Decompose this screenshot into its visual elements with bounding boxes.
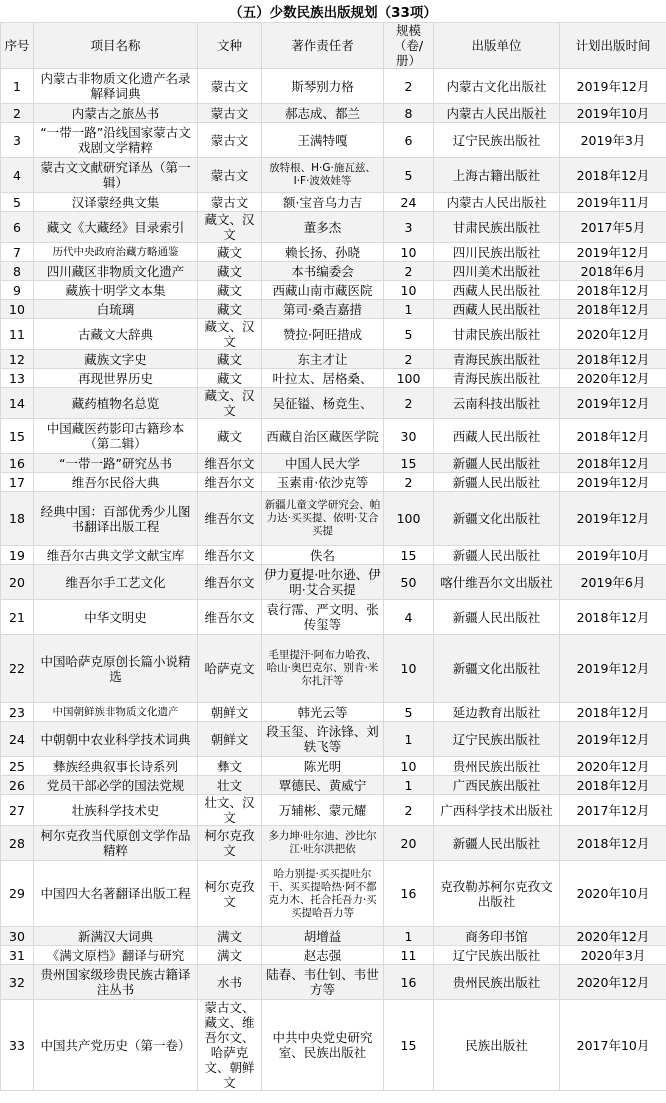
language-cell: 藏文: [198, 262, 262, 281]
row-number-cell: 16: [1, 454, 34, 473]
table-row: [1, 262, 666, 281]
scale-cell: 1: [384, 722, 434, 757]
author-cell: 段玉玺、许泳锋、刘轶飞等: [262, 722, 384, 757]
publisher-cell: 贵州民族出版社: [434, 757, 560, 776]
row-number-cell: 14: [1, 388, 34, 419]
language-cell: 藏文: [198, 300, 262, 319]
publisher-cell: 内蒙古人民出版社: [434, 104, 560, 123]
project-name-cell: 历代中央政府治藏方略通鉴: [34, 243, 198, 262]
header-author: 著作责任者: [262, 23, 384, 69]
language-cell: 满文: [198, 927, 262, 946]
table-header-row: [1, 23, 666, 69]
author-cell: 放特根、H·G·施瓦兹、I·F·波效娃等: [262, 158, 384, 193]
row-number-cell: 10: [1, 300, 34, 319]
publisher-cell: 上海古籍出版社: [434, 158, 560, 193]
project-name-cell: 中华文明史: [34, 600, 198, 635]
table-row: [1, 388, 666, 419]
language-cell: 维吾尔文: [198, 546, 262, 565]
publisher-cell: 民族出版社: [434, 1000, 560, 1091]
project-name-cell: 再现世界历史: [34, 369, 198, 388]
language-cell: 维吾尔文: [198, 600, 262, 635]
language-cell: 蒙古文: [198, 123, 262, 158]
row-number-cell: 24: [1, 722, 34, 757]
table-row: [1, 492, 666, 546]
planned-date-cell: 2019年12月: [560, 492, 666, 546]
scale-cell: 16: [384, 965, 434, 1000]
language-cell: 维吾尔文: [198, 454, 262, 473]
header-language: 文种: [198, 23, 262, 69]
scale-cell: 20: [384, 826, 434, 861]
author-cell: 东主才让: [262, 350, 384, 369]
publisher-cell: 广西科学技术出版社: [434, 795, 560, 826]
language-cell: 藏文: [198, 350, 262, 369]
scale-cell: 16: [384, 861, 434, 927]
author-cell: 吴征镒、杨竞生、: [262, 388, 384, 419]
project-name-cell: “一带一路”沿线国家蒙古文戏剧文学精粹: [34, 123, 198, 158]
planned-date-cell: 2018年12月: [560, 600, 666, 635]
language-cell: 藏文: [198, 281, 262, 300]
planned-date-cell: 2018年12月: [560, 300, 666, 319]
author-cell: 哈力别提·买买提吐尔干、买买提哈热·阿不都克力木、托合托吾力·买买提哈吾力等: [262, 861, 384, 927]
table-row: [1, 757, 666, 776]
publisher-cell: 喀什维吾尔文出版社: [434, 565, 560, 600]
planned-date-cell: 2020年12月: [560, 965, 666, 1000]
scale-cell: 15: [384, 1000, 434, 1091]
author-cell: 佚名: [262, 546, 384, 565]
table-row: [1, 946, 666, 965]
author-cell: 玉素甫·依沙克等: [262, 473, 384, 492]
table-row: [1, 104, 666, 123]
publisher-cell: 四川美术出版社: [434, 262, 560, 281]
project-name-cell: 汉译蒙经典文集: [34, 193, 198, 212]
planned-date-cell: 2019年12月: [560, 635, 666, 703]
project-name-cell: 维吾尔民俗大典: [34, 473, 198, 492]
project-name-cell: 贵州国家级珍贵民族古籍译注丛书: [34, 965, 198, 1000]
planned-date-cell: 2019年6月: [560, 565, 666, 600]
row-number-cell: 27: [1, 795, 34, 826]
row-number-cell: 5: [1, 193, 34, 212]
planned-date-cell: 2019年12月: [560, 473, 666, 492]
project-name-cell: 维吾尔古典文学文献宝库: [34, 546, 198, 565]
table-row: [1, 281, 666, 300]
table-row: [1, 350, 666, 369]
author-cell: 本书编委会: [262, 262, 384, 281]
scale-cell: 10: [384, 243, 434, 262]
publisher-cell: 商务印书馆: [434, 927, 560, 946]
row-number-cell: 11: [1, 319, 34, 350]
scale-cell: 2: [384, 262, 434, 281]
project-name-cell: 白琉璃: [34, 300, 198, 319]
language-cell: 藏文、汉文: [198, 388, 262, 419]
language-cell: 藏文: [198, 243, 262, 262]
planned-date-cell: 2017年10月: [560, 1000, 666, 1091]
author-cell: 叶拉太、居格桑、: [262, 369, 384, 388]
planned-date-cell: 2018年12月: [560, 703, 666, 722]
project-name-cell: 古藏文大辞典: [34, 319, 198, 350]
project-name-cell: “一带一路”研究丛书: [34, 454, 198, 473]
scale-cell: 4: [384, 600, 434, 635]
language-cell: 蒙古文: [198, 193, 262, 212]
language-cell: 藏文: [198, 369, 262, 388]
row-number-cell: 6: [1, 212, 34, 243]
author-cell: 袁行霈、严文明、张传玺等: [262, 600, 384, 635]
header-scale: 规模 （卷/册）: [384, 23, 434, 69]
table-row: [1, 546, 666, 565]
project-name-cell: 内蒙古非物质文化遗产名录解释词典: [34, 69, 198, 104]
planned-date-cell: 2019年3月: [560, 123, 666, 158]
scale-cell: 2: [384, 350, 434, 369]
scale-cell: 100: [384, 492, 434, 546]
author-cell: 斯琴别力格: [262, 69, 384, 104]
table-row: [1, 212, 666, 243]
planned-date-cell: 2019年12月: [560, 388, 666, 419]
author-cell: 赞拉·阿旺措成: [262, 319, 384, 350]
table-row: [1, 319, 666, 350]
scale-cell: 100: [384, 369, 434, 388]
scale-cell: 15: [384, 546, 434, 565]
row-number-cell: 7: [1, 243, 34, 262]
publisher-cell: 青海民族出版社: [434, 350, 560, 369]
publisher-cell: 新疆人民出版社: [434, 826, 560, 861]
project-name-cell: 蒙古文文献研究译丛（第一辑）: [34, 158, 198, 193]
author-cell: 中国人民大学: [262, 454, 384, 473]
publisher-cell: 新疆人民出版社: [434, 473, 560, 492]
language-cell: 朝鲜文: [198, 703, 262, 722]
publisher-cell: 辽宁民族出版社: [434, 722, 560, 757]
row-number-cell: 29: [1, 861, 34, 927]
table-row: [1, 565, 666, 600]
language-cell: 蒙古文: [198, 69, 262, 104]
table-row: [1, 927, 666, 946]
table-row: [1, 722, 666, 757]
scale-cell: 10: [384, 757, 434, 776]
author-cell: 西藏山南市藏医院: [262, 281, 384, 300]
table-row: [1, 454, 666, 473]
scale-cell: 2: [384, 473, 434, 492]
author-cell: 韩光云等: [262, 703, 384, 722]
language-cell: 藏文、汉文: [198, 212, 262, 243]
language-cell: 水书: [198, 965, 262, 1000]
publisher-cell: 西藏人民出版社: [434, 300, 560, 319]
author-cell: 第司·桑吉嘉措: [262, 300, 384, 319]
project-name-cell: 彝族经典叙事长诗系列: [34, 757, 198, 776]
scale-cell: 1: [384, 300, 434, 319]
row-number-cell: 3: [1, 123, 34, 158]
table-row: [1, 193, 666, 212]
project-name-cell: 经典中国：百部优秀少儿图书翻译出版工程: [34, 492, 198, 546]
row-number-cell: 13: [1, 369, 34, 388]
author-cell: 赵志强: [262, 946, 384, 965]
publisher-cell: 延边教育出版社: [434, 703, 560, 722]
author-cell: 陈光明: [262, 757, 384, 776]
project-name-cell: 中国哈萨克原创长篇小说精选: [34, 635, 198, 703]
planned-date-cell: 2018年12月: [560, 419, 666, 454]
language-cell: 柯尔克孜文: [198, 861, 262, 927]
table-row: [1, 703, 666, 722]
table-row: [1, 369, 666, 388]
author-cell: 额·宝音乌力吉: [262, 193, 384, 212]
publisher-cell: 西藏人民出版社: [434, 281, 560, 300]
planned-date-cell: 2020年12月: [560, 927, 666, 946]
publisher-cell: 辽宁民族出版社: [434, 123, 560, 158]
table-row: [1, 861, 666, 927]
scale-cell: 11: [384, 946, 434, 965]
publisher-cell: 甘肃民族出版社: [434, 319, 560, 350]
project-name-cell: 壮族科学技术史: [34, 795, 198, 826]
language-cell: 壮文: [198, 776, 262, 795]
scale-cell: 5: [384, 703, 434, 722]
publisher-cell: 贵州民族出版社: [434, 965, 560, 1000]
table-row: [1, 635, 666, 703]
table-row: [1, 158, 666, 193]
author-cell: 伊力夏提·吐尔逊、伊明·艾合买提: [262, 565, 384, 600]
language-cell: 彝文: [198, 757, 262, 776]
project-name-cell: 中国四大名著翻译出版工程: [34, 861, 198, 927]
scale-cell: 10: [384, 281, 434, 300]
scale-cell: 5: [384, 319, 434, 350]
scale-cell: 10: [384, 635, 434, 703]
project-name-cell: 藏族文字史: [34, 350, 198, 369]
planned-date-cell: 2020年10月: [560, 861, 666, 927]
language-cell: 维吾尔文: [198, 565, 262, 600]
author-cell: 中共中央党史研究室、民族出版社: [262, 1000, 384, 1091]
row-number-cell: 31: [1, 946, 34, 965]
planned-date-cell: 2018年12月: [560, 281, 666, 300]
scale-cell: 2: [384, 69, 434, 104]
author-cell: 郝志成、都兰: [262, 104, 384, 123]
table-row: [1, 776, 666, 795]
planned-date-cell: 2019年12月: [560, 243, 666, 262]
publisher-cell: 新疆人民出版社: [434, 546, 560, 565]
header-project-name: 项目名称: [34, 23, 198, 69]
row-number-cell: 19: [1, 546, 34, 565]
publisher-cell: 新疆文化出版社: [434, 635, 560, 703]
language-cell: 维吾尔文: [198, 492, 262, 546]
project-name-cell: 藏文《大藏经》目录索引: [34, 212, 198, 243]
row-number-cell: 25: [1, 757, 34, 776]
project-name-cell: 藏药植物名总览: [34, 388, 198, 419]
planned-date-cell: 2020年12月: [560, 369, 666, 388]
author-cell: 王满特嘎: [262, 123, 384, 158]
row-number-cell: 30: [1, 927, 34, 946]
language-cell: 蒙古文: [198, 158, 262, 193]
publisher-cell: 新疆人民出版社: [434, 454, 560, 473]
scale-cell: 15: [384, 454, 434, 473]
table-row: [1, 123, 666, 158]
language-cell: 藏文: [198, 419, 262, 454]
publisher-cell: 甘肃民族出版社: [434, 212, 560, 243]
project-name-cell: 新满汉大词典: [34, 927, 198, 946]
planned-date-cell: 2019年10月: [560, 104, 666, 123]
planned-date-cell: 2020年12月: [560, 319, 666, 350]
project-name-cell: 《满文原档》翻译与研究: [34, 946, 198, 965]
author-cell: 新疆儿童文学研究会、帕力达·买买提、依明·艾合买提: [262, 492, 384, 546]
table-row: [1, 795, 666, 826]
publisher-cell: 新疆文化出版社: [434, 492, 560, 546]
project-name-cell: 内蒙古之旅丛书: [34, 104, 198, 123]
project-name-cell: 柯尔克孜当代原创文学作品精粹: [34, 826, 198, 861]
project-name-cell: 中国藏医药影印古籍珍本（第二辑）: [34, 419, 198, 454]
row-number-cell: 8: [1, 262, 34, 281]
scale-cell: 1: [384, 927, 434, 946]
row-number-cell: 32: [1, 965, 34, 1000]
scale-cell: 2: [384, 795, 434, 826]
language-cell: 藏文、汉文: [198, 319, 262, 350]
table-row: [1, 1000, 666, 1091]
table-row: [1, 473, 666, 492]
language-cell: 哈萨克文: [198, 635, 262, 703]
planned-date-cell: 2018年12月: [560, 158, 666, 193]
row-number-cell: 26: [1, 776, 34, 795]
table-row: [1, 69, 666, 104]
row-number-cell: 21: [1, 600, 34, 635]
project-name-cell: 中国共产党历史（第一卷）: [34, 1000, 198, 1091]
row-number-cell: 4: [1, 158, 34, 193]
author-cell: 万辅彬、蒙元耀: [262, 795, 384, 826]
row-number-cell: 2: [1, 104, 34, 123]
project-name-cell: 藏族十明学文本集: [34, 281, 198, 300]
publisher-cell: 新疆人民出版社: [434, 600, 560, 635]
publisher-cell: 内蒙古文化出版社: [434, 69, 560, 104]
page-title: （五）少数民族出版规划（33项）: [0, 0, 666, 22]
project-name-cell: 中朝朝中农业科学技术词典: [34, 722, 198, 757]
scale-cell: 6: [384, 123, 434, 158]
scale-cell: 3: [384, 212, 434, 243]
author-cell: 赖长扬、孙晓: [262, 243, 384, 262]
planned-date-cell: 2018年12月: [560, 454, 666, 473]
author-cell: 胡增益: [262, 927, 384, 946]
planned-date-cell: 2019年12月: [560, 722, 666, 757]
scale-cell: 24: [384, 193, 434, 212]
scale-cell: 1: [384, 776, 434, 795]
header-number: 序号: [1, 23, 34, 69]
author-cell: 董多杰: [262, 212, 384, 243]
language-cell: 蒙古文、藏文、维吾尔文、哈萨克文、朝鲜文: [198, 1000, 262, 1091]
scale-cell: 5: [384, 158, 434, 193]
project-name-cell: 维吾尔手工艺文化: [34, 565, 198, 600]
planned-date-cell: 2017年5月: [560, 212, 666, 243]
scale-cell: 50: [384, 565, 434, 600]
row-number-cell: 1: [1, 69, 34, 104]
publisher-cell: 青海民族出版社: [434, 369, 560, 388]
project-name-cell: 党员干部必学的国法党规: [34, 776, 198, 795]
scale-cell: 2: [384, 388, 434, 419]
planned-date-cell: 2019年10月: [560, 546, 666, 565]
publisher-cell: 克孜勒苏柯尔克孜文出版社: [434, 861, 560, 927]
language-cell: 满文: [198, 946, 262, 965]
publisher-cell: 四川民族出版社: [434, 243, 560, 262]
publication-plan-table: [0, 22, 666, 1091]
row-number-cell: 18: [1, 492, 34, 546]
table-row: [1, 419, 666, 454]
row-number-cell: 22: [1, 635, 34, 703]
author-cell: 毛里提汗·阿布力哈孜、哈山·奥巴克尔、别肯·米尔扎汗等: [262, 635, 384, 703]
planned-date-cell: 2019年12月: [560, 69, 666, 104]
planned-date-cell: 2020年12月: [560, 757, 666, 776]
publisher-cell: 内蒙古人民出版社: [434, 193, 560, 212]
language-cell: 维吾尔文: [198, 473, 262, 492]
publisher-cell: 广西民族出版社: [434, 776, 560, 795]
author-cell: 覃德民、黄威宁: [262, 776, 384, 795]
planned-date-cell: 2019年11月: [560, 193, 666, 212]
language-cell: 蒙古文: [198, 104, 262, 123]
planned-date-cell: 2018年12月: [560, 776, 666, 795]
header-planned-date: 计划出版时间: [560, 23, 666, 69]
language-cell: 朝鲜文: [198, 722, 262, 757]
planned-date-cell: 2020年3月: [560, 946, 666, 965]
author-cell: 多力坤·吐尔迪、沙比尔江·吐尔洪把依: [262, 826, 384, 861]
table-row: [1, 300, 666, 319]
row-number-cell: 15: [1, 419, 34, 454]
row-number-cell: 23: [1, 703, 34, 722]
publisher-cell: 西藏人民出版社: [434, 419, 560, 454]
row-number-cell: 12: [1, 350, 34, 369]
language-cell: 壮文、汉文: [198, 795, 262, 826]
publisher-cell: 辽宁民族出版社: [434, 946, 560, 965]
header-publisher: 出版单位: [434, 23, 560, 69]
planned-date-cell: 2017年12月: [560, 795, 666, 826]
publisher-cell: 云南科技出版社: [434, 388, 560, 419]
table-row: [1, 243, 666, 262]
scale-cell: 30: [384, 419, 434, 454]
project-name-cell: 四川藏区非物质文化遗产: [34, 262, 198, 281]
row-number-cell: 20: [1, 565, 34, 600]
language-cell: 柯尔克孜文: [198, 826, 262, 861]
row-number-cell: 9: [1, 281, 34, 300]
row-number-cell: 28: [1, 826, 34, 861]
planned-date-cell: 2018年12月: [560, 826, 666, 861]
table-row: [1, 965, 666, 1000]
planned-date-cell: 2018年12月: [560, 350, 666, 369]
author-cell: 西藏自治区藏医学院: [262, 419, 384, 454]
scale-cell: 8: [384, 104, 434, 123]
row-number-cell: 17: [1, 473, 34, 492]
planned-date-cell: 2018年6月: [560, 262, 666, 281]
row-number-cell: 33: [1, 1000, 34, 1091]
table-row: [1, 600, 666, 635]
table-row: [1, 826, 666, 861]
author-cell: 陆春、韦仕钊、韦世方等: [262, 965, 384, 1000]
project-name-cell: 中国朝鲜族非物质文化遗产: [34, 703, 198, 722]
